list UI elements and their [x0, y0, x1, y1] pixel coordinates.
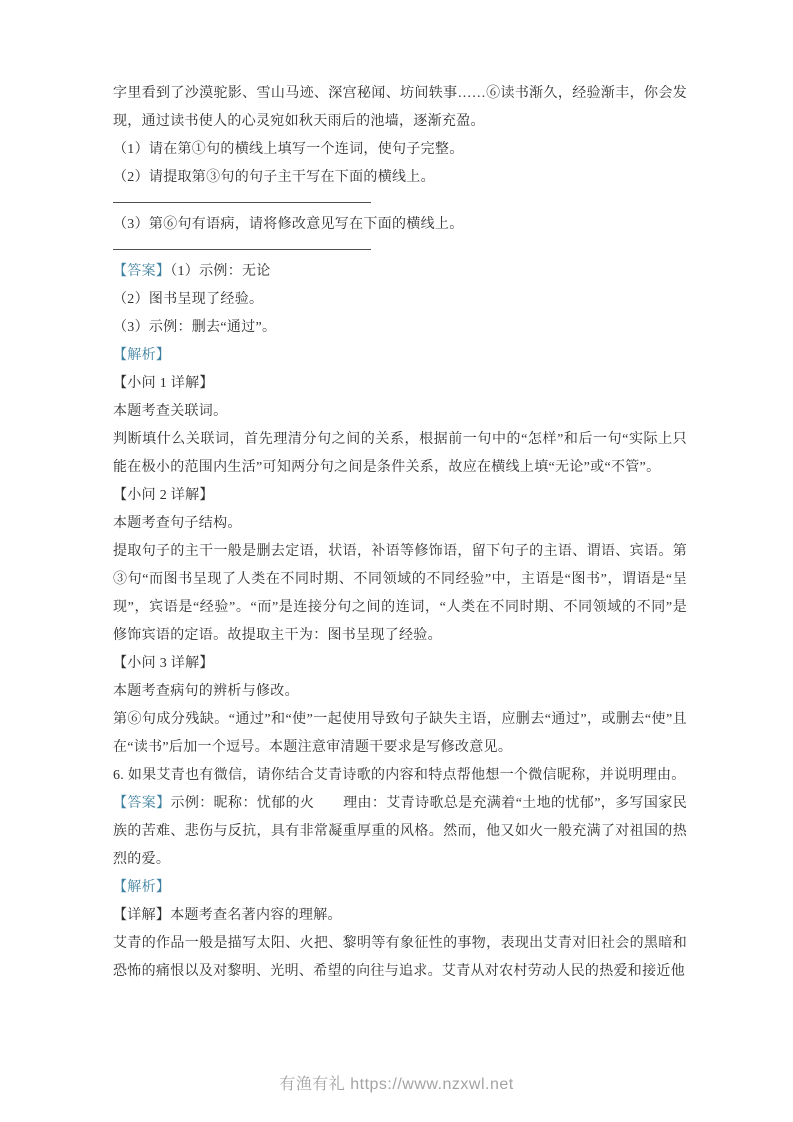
subq2-detail-body [113, 538, 687, 650]
question-6 [113, 762, 687, 790]
text-run: 艾青的作品一般是描写太阳、火把、黎明等有象征性的事物，表现出艾青对旧社会的黑暗和恐怖的痛恨以及对黎明、光明、希望的向往与追求。艾青从对农村劳动人民的热爱和接近他 [113, 936, 687, 979]
text-run: 判断填什么关联词，首先理清分句之间的关系，根据前一句中的“怎样”和后一句“实际上只能在极小的范围内生活”可知两分句之间是条件关系，故应在横线上填“无论”或“不管”。 [113, 432, 687, 475]
subq2-detail-heading [113, 482, 687, 510]
sub-question-2 [113, 164, 687, 192]
text-run: 字里看到了沙漠驼影、雪山马迹、深宫秘闻、坊间轶事……⑥读书渐久，经验渐丰，你会发现，通过读书使人的心灵宛如秋天雨后的池墙，逐渐充盈。 [113, 86, 687, 129]
subq2-detail-intro [113, 510, 687, 538]
subq1-detail-heading [113, 370, 687, 398]
analysis-heading-q6 [113, 874, 687, 902]
sub-question-1 [113, 136, 687, 164]
text-run: 本题考查病句的辨析与修改。 [113, 684, 299, 699]
subq3-detail-body [113, 706, 687, 762]
text-run: （2）请提取第③句的句子主干写在下面的横线上。 [113, 170, 435, 185]
subq3-detail-intro [113, 678, 687, 706]
footer-watermark: 有渔有礼 https://www.nzxwl.net [279, 1076, 514, 1093]
q6-detail-body [113, 930, 687, 986]
analysis-heading-q5 [113, 342, 687, 370]
text-run: 【详解】本题考查名著内容的理解。 [113, 908, 342, 923]
q6-detail-heading [113, 902, 687, 930]
sub-question-3 [113, 211, 687, 239]
subq3-detail-heading [113, 650, 687, 678]
text-run: 示例：昵称：忧郁的火 理由：艾青诗歌总是充满着“土地的忧郁”，多写国家民族的苦难、悲伤与反抗，具有非常凝重厚重的风格。然而，他又如火一般充满了对祖国的热烈的爱。 [113, 796, 687, 867]
answer-blank-line-2 [113, 249, 371, 250]
text-run: （2）图书呈现了经验。 [113, 292, 264, 307]
text-run: 本题考查句子结构。 [113, 516, 242, 531]
text-run: 【小问 3 详解】 [113, 656, 214, 671]
answer-q5-part2 [113, 286, 687, 314]
text-run: 6. 如果艾青也有微信，请你结合艾青诗歌的内容和特点帮他想一个微信昵称，并说明理由。 [113, 768, 686, 783]
answer-blank-line-1 [113, 202, 371, 203]
answer-q6 [113, 790, 687, 874]
text-run: 本题考查关联词。 [113, 404, 228, 419]
text-run: （1）示例：无论 [170, 264, 271, 279]
text-run: 【小问 2 详解】 [113, 488, 214, 503]
subq1-detail-body [113, 426, 687, 482]
text-run: 【小问 1 详解】 [113, 376, 214, 391]
analysis-label: 【解析】 [113, 880, 171, 895]
answer-label: 【答案】 [113, 796, 171, 811]
question-stem-continuation [113, 80, 687, 136]
document-body [113, 80, 687, 986]
answer-label: 【答案】 [113, 264, 171, 279]
answer-q5-part1 [113, 258, 687, 286]
text-run: 提取句子的主干一般是删去定语，状语，补语等修饰语，留下句子的主语、谓语、宾语。第③句“而图书呈现了人类在不同时期、不同领域的不同经验”中，主语是“图书”，谓语是“呈现”，宾语是“经验”。“而”是连接分句之间的连词，“人类在不同时期、不同领域的不同”是修饰宾语的定语。故提取主干为：图书呈现了经验。 [113, 544, 687, 643]
analysis-label: 【解析】 [113, 348, 171, 363]
text-run: （3）示例：删去“通过”。 [113, 320, 277, 335]
text-run: 第⑥句成分残缺。“通过”和“使”一起使用导致句子缺失主语，应删去“通过”，或删去“使”且在“读书”后加一个逗号。本题注意审清题干要求是写修改意见。 [113, 712, 687, 755]
subq1-detail-intro [113, 398, 687, 426]
text-run: （1）请在第①句的横线上填写一个连词，使句子完整。 [113, 142, 464, 157]
text-run: （3）第⑥句有语病，请将修改意见写在下面的横线上。 [113, 217, 464, 232]
answer-q5-part3 [113, 314, 687, 342]
